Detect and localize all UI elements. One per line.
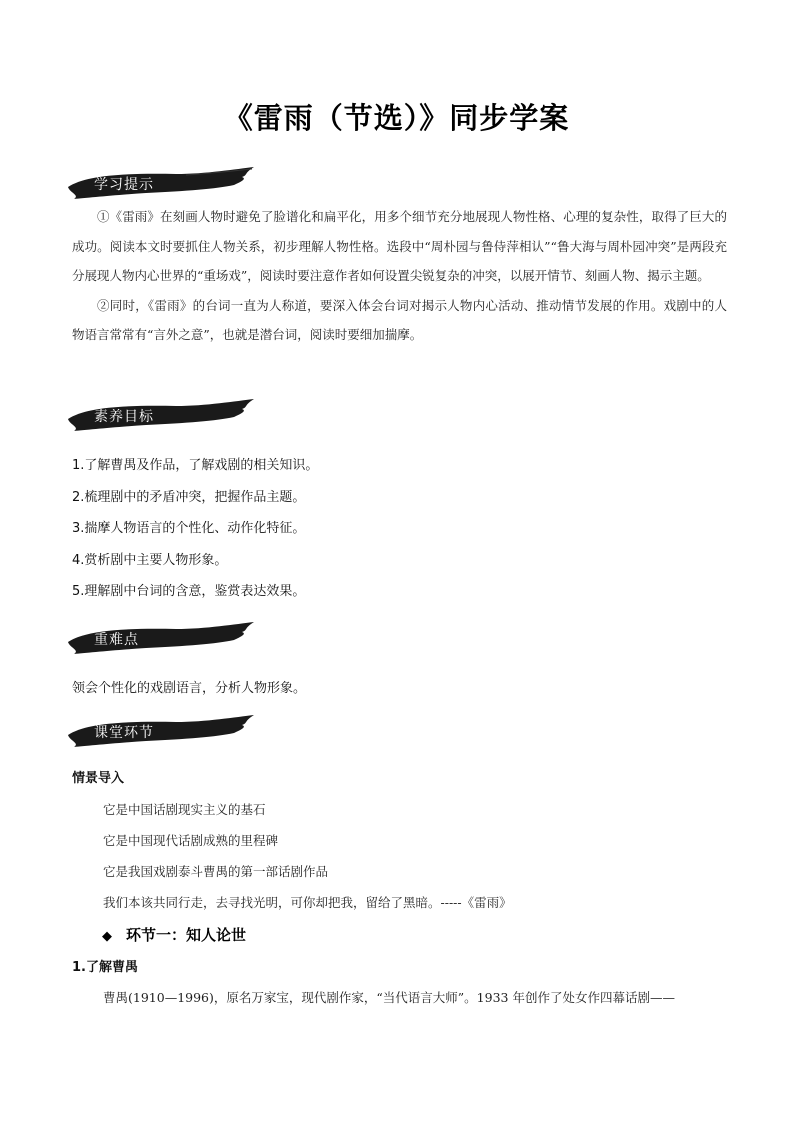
list-item: 5.理解剧中台词的含意，鉴赏表达效果。 xyxy=(72,584,306,599)
step-title: 环节一：知人论世 xyxy=(126,926,247,944)
list-item: 4.赏析剧中主要人物形象。 xyxy=(72,552,228,568)
section-heading: 重难点 xyxy=(94,632,139,648)
intro-line: 它是中国现代话剧成熟的里程碑 xyxy=(103,833,279,848)
sub-heading: 1.了解曹禺 xyxy=(72,960,138,975)
intro-line: 我们本该共同行走，去寻找光明，可你却把我，留给了黑暗。-----《雷雨》 xyxy=(103,895,512,910)
list-item: 3.揣摩人物语言的个性化、动作化特征。 xyxy=(72,521,306,536)
intro-line: 它是我国戏剧泰斗曹禺的第一部话剧作品 xyxy=(103,864,329,879)
goals-list xyxy=(72,450,732,608)
section-banner-goals xyxy=(66,397,256,433)
step-heading xyxy=(102,924,246,945)
section-heading: 课堂环节 xyxy=(94,725,154,741)
section-heading: 素养目标 xyxy=(94,409,154,425)
intro-heading: 情景导入 xyxy=(72,771,125,786)
section-banner-key xyxy=(66,620,256,656)
document-title: 《雷雨（节选）》同步学案 xyxy=(223,101,570,135)
tips-paragraph-1: ①《雷雨》在刻画人物时避免了脸谱化和扁平化，用多个细节充分地展现人物性格、心理的复杂性，取得了巨大的成功。阅读本文时要抓住人物关系，初步理解人物性格。选段中“周朴园与鲁侍萍相认”“鲁大海与周朴园冲突”是两段充分展现人物内心世界的“重场戏”，阅读时要注意作者如何设置尖锐复杂的冲突，以展开情节、刻画人物、揭示主题。 xyxy=(72,209,727,283)
diamond-icon: ◆ xyxy=(102,929,112,944)
tips-body xyxy=(72,202,727,350)
section-banner-class xyxy=(66,713,256,749)
intro-line: 它是中国话剧现实主义的基石 xyxy=(103,802,266,817)
bio-text: 曹禺(1910—1996)，原名万家宝，现代剧作家，“当代语言大师”。1933 年创作了处女作四幕话剧—— xyxy=(103,990,675,1005)
section-heading: 学习提示 xyxy=(94,177,154,193)
key-text: 领会个性化的戏剧语言，分析人物形象。 xyxy=(72,681,307,696)
list-item: 1.了解曹禺及作品，了解戏剧的相关知识。 xyxy=(72,458,319,473)
tips-paragraph-2: ②同时，《雷雨》的台词一直为人称道，要深入体会台词对揭示人物内心活动、推动情节发展的作用。戏剧中的人物语言常常有“言外之意”，也就是潜台词，阅读时要细加揣摩。 xyxy=(72,297,727,342)
list-item: 2.梳理剧中的矛盾冲突，把握作品主题。 xyxy=(72,489,306,505)
section-banner-tips xyxy=(66,165,256,201)
